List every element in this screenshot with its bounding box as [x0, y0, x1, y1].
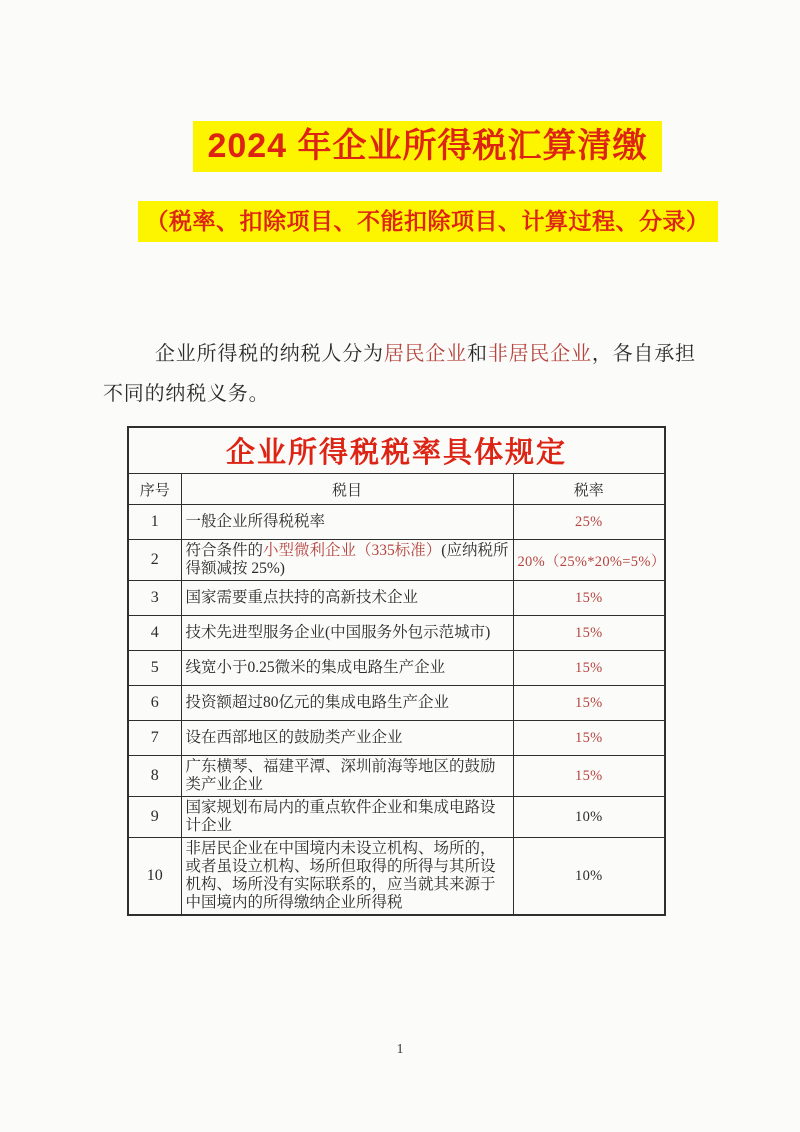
table-title: 企业所得税税率具体规定: [128, 427, 665, 474]
table-row: [128, 540, 665, 581]
table-row: [128, 838, 665, 916]
tax-rate-cell: 15%: [513, 721, 665, 756]
tax-rate-cell: 10%: [513, 797, 665, 838]
row-number-cell: 5: [128, 651, 181, 686]
tax-rate-cell: 15%: [513, 651, 665, 686]
text-segment: (应纳税所得额减按 25%): [185, 542, 509, 577]
tax-rate-table: [127, 426, 666, 916]
tax-item-cell: [181, 616, 513, 651]
main-title: 2024 年企业所得税汇算清缴: [193, 121, 661, 172]
tax-item-cell: [181, 797, 513, 838]
text-segment: 一般企业所得税税率: [185, 513, 326, 530]
text-segment: 非居民企业在中国境内未设立机构、场所的，或者虽设立机构、场所但取得的所得与其所设机构、场所没有实际联系的，应当就其来源于中国境内的所得缴纳企业所得税: [185, 840, 496, 911]
subtitle: （税率、扣除项目、不能扣除项目、计算过程、分录）: [138, 201, 718, 242]
table-row: [128, 581, 665, 616]
table-row: [128, 505, 665, 540]
column-header-1: 税目: [181, 474, 513, 505]
text-segment: 企业所得税的纳税人分为: [155, 343, 384, 365]
table-header-row: [128, 474, 665, 505]
text-segment: 居民企业: [383, 343, 468, 365]
tax-rate-cell: 25%: [513, 505, 665, 540]
table-row: [128, 721, 665, 756]
tax-item-cell: [181, 651, 513, 686]
row-number-cell: 6: [128, 686, 181, 721]
tax-item-cell: [181, 721, 513, 756]
row-number-cell: 2: [128, 540, 181, 581]
row-number-cell: 3: [128, 581, 181, 616]
tax-rate-cell: 15%: [513, 581, 665, 616]
tax-item-cell: [181, 505, 513, 540]
column-header-0: 序号: [128, 474, 181, 505]
text-segment: 线宽小于0.25微米的集成电路生产企业: [185, 659, 446, 676]
row-number-cell: 4: [128, 616, 181, 651]
row-number-cell: 7: [128, 721, 181, 756]
table-row: [128, 756, 665, 797]
table-row: [128, 797, 665, 838]
text-segment: 投资额超过80亿元的集成电路生产企业: [185, 694, 450, 711]
text-segment: 符合条件的: [185, 542, 264, 559]
row-number-cell: 8: [128, 756, 181, 797]
text-segment: 技术先进型服务企业(中国服务外包示范城市): [185, 624, 491, 641]
text-segment: ，各自承担不同的纳税义务。: [103, 343, 696, 405]
tax-item-cell: [181, 756, 513, 797]
column-header-2: 税率: [513, 474, 665, 505]
tax-item-cell: [181, 540, 513, 581]
tax-rate-cell: 15%: [513, 756, 665, 797]
text-segment: 小型微利企业（335标准）: [263, 542, 442, 559]
tax-rate-cell: 20%（25%*20%=5%）: [513, 540, 665, 581]
row-number-cell: 9: [128, 797, 181, 838]
intro-paragraph: [103, 334, 700, 414]
text-segment: 非居民企业: [487, 343, 592, 365]
page-number: 1: [396, 1042, 404, 1057]
table-row: [128, 616, 665, 651]
text-segment: 国家需要重点扶持的高新技术企业: [185, 589, 419, 606]
tax-item-cell: [181, 838, 513, 916]
tax-rate-cell: 10%: [513, 838, 665, 916]
tax-rate-cell: 15%: [513, 616, 665, 651]
row-number-cell: 10: [128, 838, 181, 916]
tax-item-cell: [181, 686, 513, 721]
row-number-cell: 1: [128, 505, 181, 540]
main-title-row: [0, 0, 800, 172]
table-row: [128, 651, 665, 686]
text-segment: 设在西部地区的鼓励类产业企业: [185, 729, 403, 746]
table-title-row: [128, 427, 665, 474]
text-segment: 广东横琴、福建平潭、深圳前海等地区的鼓励类产业企业: [185, 758, 496, 793]
table-row: [128, 686, 665, 721]
text-segment: 国家规划布局内的重点软件企业和集成电路设计企业: [185, 799, 496, 834]
tax-rate-cell: 15%: [513, 686, 665, 721]
tax-item-cell: [181, 581, 513, 616]
text-segment: 和: [467, 343, 488, 365]
subtitle-row: [0, 201, 800, 242]
